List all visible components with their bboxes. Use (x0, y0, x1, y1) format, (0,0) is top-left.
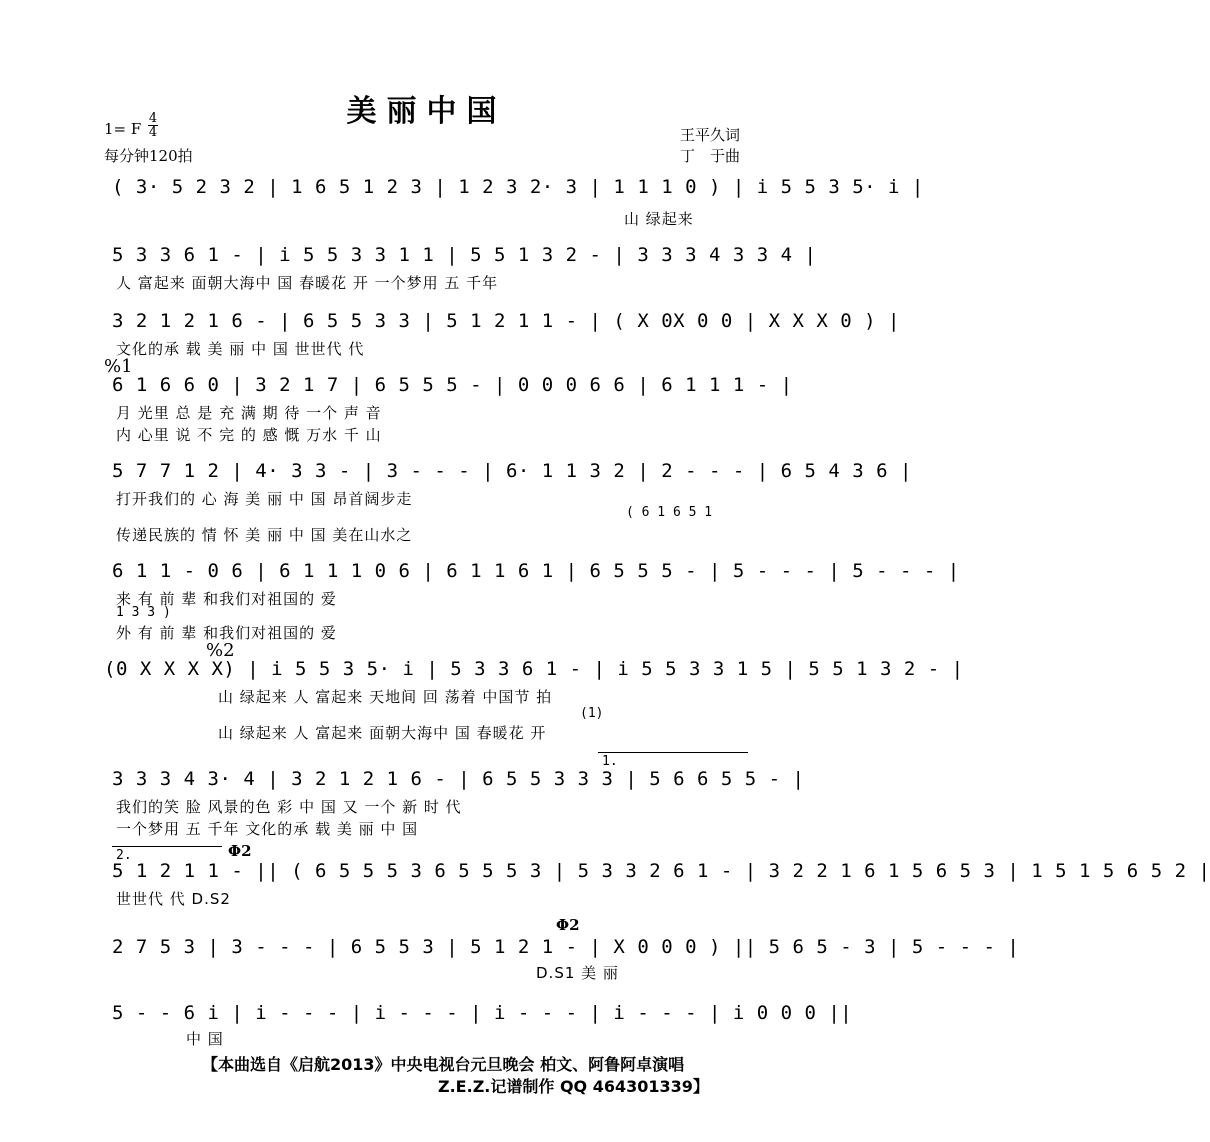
key-label: 1= F (104, 120, 142, 138)
alt-notes-row-5: ( 6 1 6 5 1 (626, 505, 713, 520)
lyricist-credit: 王平久词 (680, 126, 741, 144)
lyrics-row-5a: 打开我们的 心 海 美 丽 中 国 昂首阔步走 (116, 490, 413, 508)
key-signature (104, 120, 141, 138)
lyrics-row-8b: 一个梦用 五 千年 文化的承 载 美 丽 中 国 (116, 820, 419, 838)
score-row-8: 3 3 3 4 3· 4 | 3 2 1 2 1 6 - | 6 5 5 3 3 3 | 5 6 6 5 5 - | (112, 768, 805, 790)
lyrics-row-11: 中 国 (186, 1030, 224, 1048)
time-bottom: 4 (148, 125, 158, 140)
volta-1-bracket (598, 752, 748, 753)
score-row-4: 6 1 6 6 0 | 3 2 1 7 | 6 5 5 5 - | 0 0 0 6 6 | 6 1 1 1 - | (112, 374, 793, 396)
lyrics-row-1: 山 绿起来 (624, 210, 694, 228)
score-row-1: ( 3· 5 2 3 2 | 1 6 5 1 2 3 | 1 2 3 2· 3 | 1 1 1 0 ) | i 5 5 3 5· i | (112, 176, 924, 198)
lyrics-row-10: D.S1 美 丽 (536, 964, 619, 982)
score-row-11: 5 - - 6 i | i - - - | i - - - | i - - - | i - - - | i 0 0 0 || (112, 1002, 853, 1024)
score-row-2: 5 3 3 6 1 - | i 5 5 3 3 1 1 | 5 5 1 3 2 - | 3 3 3 4 3 3 4 | (112, 244, 817, 266)
alt-notes-row-6: 1 3 3 ) (116, 605, 171, 620)
score-row-5: 5 7 7 1 2 | 4· 3 3 - | 3 - - - | 6· 1 1 3 2 | 2 - - - | 6 5 4 3 6 | (112, 460, 912, 482)
footer-source-credit: 【本曲选自《启航2013》中央电视台元旦晚会 柏文、阿鲁阿卓演唱 (202, 1055, 685, 1074)
segno-2-mark: %2 (206, 640, 235, 661)
page-title: 美丽中国 (346, 94, 507, 129)
coda-mark-1: Φ2 (228, 842, 252, 860)
lyrics-row-6a: 来 有 前 辈 和我们对祖国的 爱 (116, 590, 337, 608)
lyrics-row-7b: 山 绿起来 人 富起来 面朝大海中 国 春暖花 开 (218, 724, 547, 742)
segno-1-mark: %1 (104, 356, 133, 377)
score-row-3: 3 2 1 2 1 6 - | 6 5 5 3 3 | 5 1 2 1 1 - | ( X 0X 0 0 | X X X 0 ) | (112, 310, 900, 332)
composer-credit: 丁 于曲 (680, 147, 741, 165)
lyrics-row-7a: 山 绿起来 人 富起来 天地间 回 荡着 中国节 拍 (218, 688, 553, 706)
score-row-9: 5 1 2 1 1 - || ( 6 5 5 5 3 6 5 5 5 3 | 5 3 3 2 6 1 - | 3 2 2 1 6 1 5 6 5 3 | 1 5 1 5 6 5 2 | (112, 860, 1210, 882)
lyrics-row-8a: 我们的笑 脸 风景的色 彩 中 国 又 一个 新 时 代 (116, 798, 462, 816)
volta-2-label: 2. (116, 848, 132, 863)
tempo-marking: 每分钟120拍 (104, 147, 193, 165)
time-signature (148, 112, 158, 139)
alt-notes-row-7: (1) (580, 706, 604, 721)
lyrics-row-4b: 内 心里 说 不 完 的 感 慨 万水 千 山 (116, 426, 382, 444)
coda-mark-2: Φ2 (556, 916, 580, 934)
lyrics-row-4a: 月 光里 总 是 充 满 期 待 一个 声 音 (116, 404, 382, 422)
footer-transcriber-credit: Z.E.Z.记谱制作 QQ 464301339】 (438, 1077, 709, 1096)
lyrics-row-3: 文化的承 载 美 丽 中 国 世世代 代 (116, 340, 365, 358)
score-row-10: 2 7 5 3 | 3 - - - | 6 5 5 3 | 5 1 2 1 - | X 0 0 0 ) || 5 6 5 - 3 | 5 - - - | (112, 936, 1020, 958)
lyrics-row-6b: 外 有 前 辈 和我们对祖国的 爱 (116, 624, 337, 642)
volta-1-label: 1. (602, 754, 618, 769)
score-row-6: 6 1 1 - 0 6 | 6 1 1 1 0 6 | 6 1 1 6 1 | 6 5 5 5 - | 5 - - - | 5 - - - | (112, 560, 960, 582)
lyrics-row-5b: 传递民族的 情 怀 美 丽 中 国 美在山水之 (116, 526, 413, 544)
lyrics-row-2: 人 富起来 面朝大海中 国 春暖花 开 一个梦用 五 千年 (116, 274, 499, 292)
lyrics-row-9: 世世代 代 D.S2 (116, 890, 231, 908)
time-top: 4 (148, 111, 158, 126)
volta-2-bracket (112, 846, 222, 847)
score-row-7: (0 X X X X) | i 5 5 3 5· i | 5 3 3 6 1 - | i 5 5 3 3 1 5 | 5 5 1 3 2 - | (104, 658, 964, 680)
